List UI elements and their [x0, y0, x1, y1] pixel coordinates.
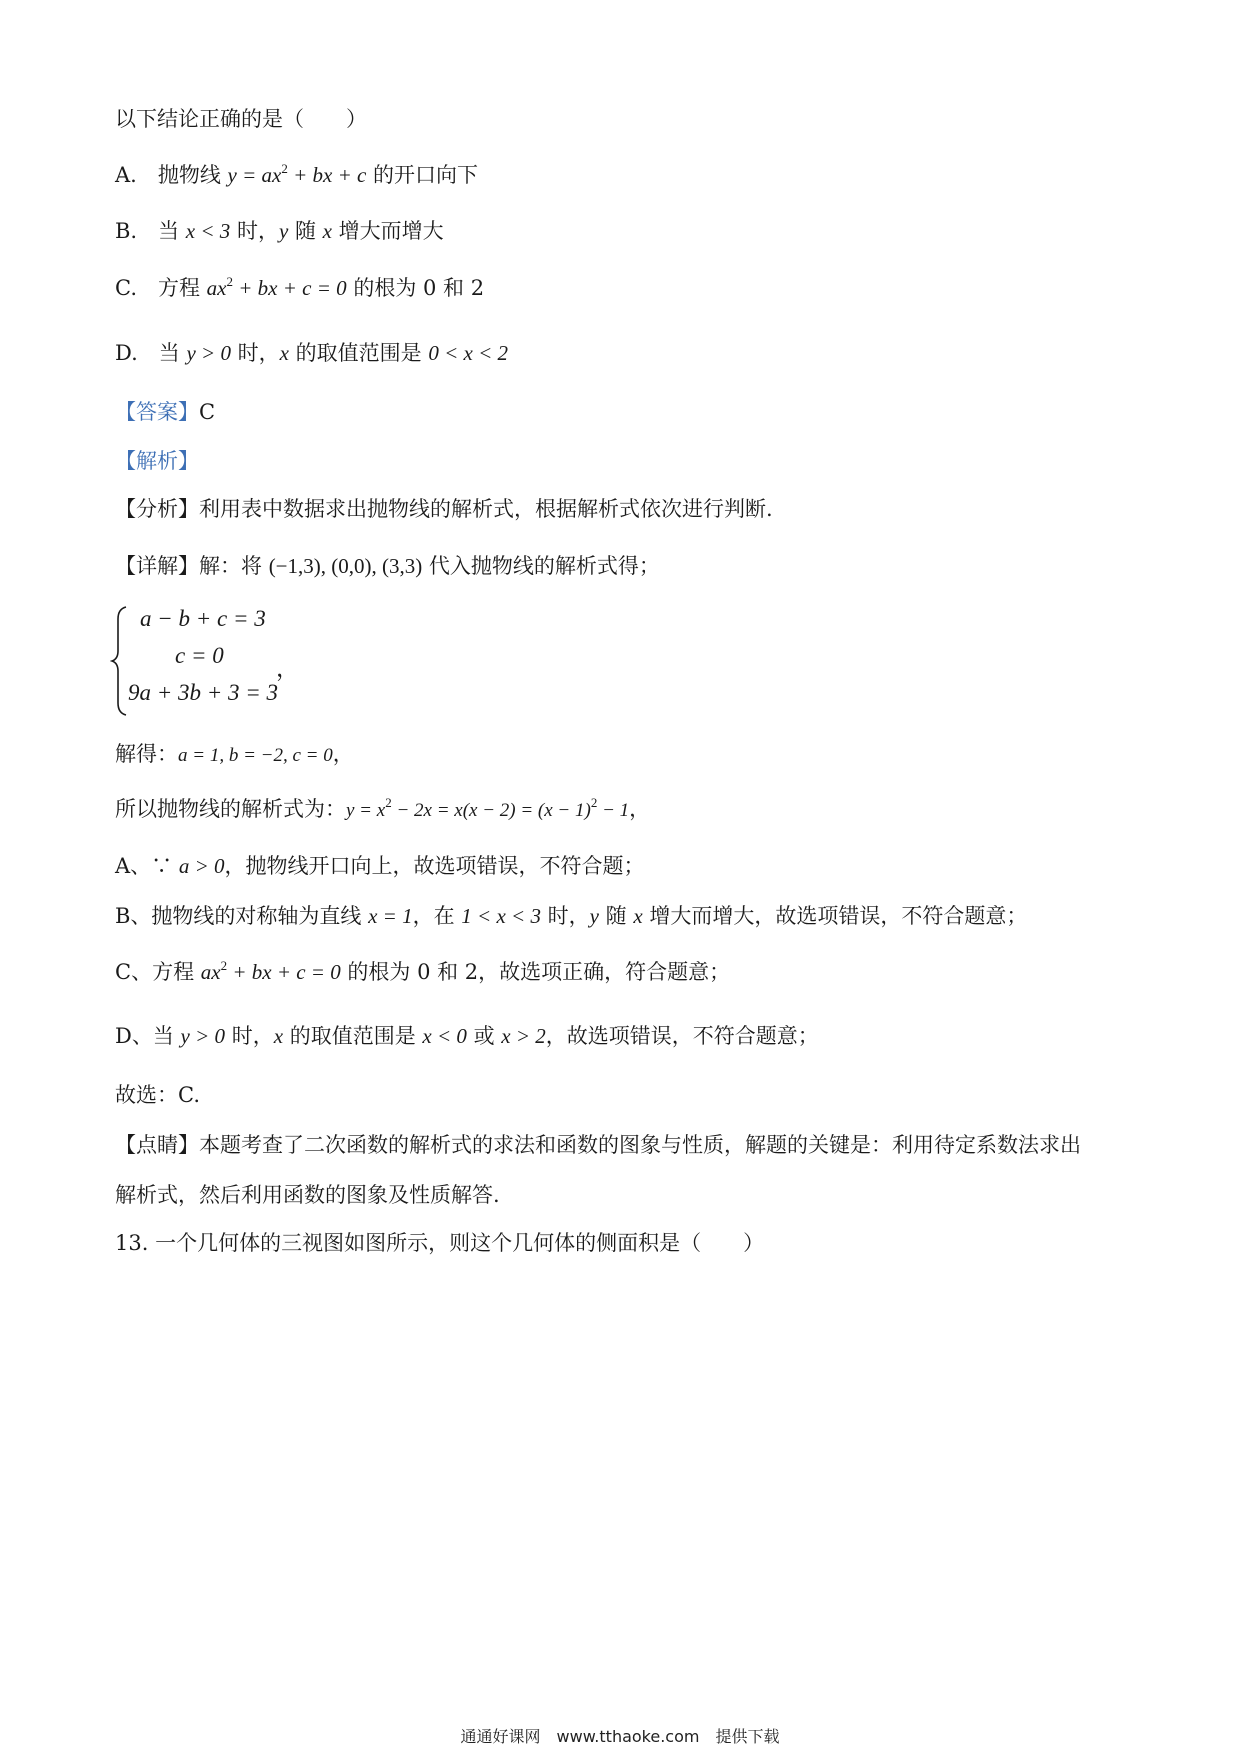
judge-a-post: ，抛物线开口向上，故选项错误，不符合题；	[224, 854, 645, 878]
judge-c-m1: ax	[200, 960, 221, 984]
judge-b-mid2: 时，	[540, 904, 590, 928]
system-row-3: 9a + 3b + 3 = 3	[128, 680, 279, 705]
option-c-prefix: C. 方程	[115, 276, 207, 300]
option-a-prefix: A. 抛物线	[115, 163, 228, 187]
option-c-exp: 2	[226, 274, 233, 289]
judge-b	[115, 901, 1027, 931]
xiangjie-text2: 代入抛物线的解析式得；	[422, 554, 660, 578]
formula-m2: − 2x = x(x − 2) = (x − 1)	[391, 800, 591, 821]
option-a-math: y = ax	[227, 163, 282, 187]
option-d-mid: 时，	[230, 341, 280, 365]
footer-source: 通通好课网 www.tthaoke.com 提供下载	[460, 1727, 780, 1746]
judge-d-pre: D、当	[115, 1024, 181, 1048]
judge-d-or: 或	[466, 1024, 502, 1048]
solve-tail: ，	[332, 742, 354, 766]
judge-c-post: 的根为 0 和 2，故选项正确，符合题意；	[340, 960, 731, 984]
solve-math: a = 1, b = −2, c = 0	[178, 745, 333, 766]
formula-line	[115, 794, 650, 826]
judge-d-m1: y > 0	[180, 1024, 226, 1048]
option-b-prefix: B. 当	[115, 219, 186, 243]
judge-b-post: 增大而增大，故选项错误，不符合题意；	[642, 904, 1028, 928]
dianjing-line-2: 解析式，然后利用函数的图象及性质解答.	[115, 1183, 500, 1207]
option-c	[115, 273, 484, 303]
option-b-mid2: 随	[288, 219, 323, 243]
option-c-math2: + bx + c = 0	[233, 276, 347, 300]
judge-d-mid2: 的取值范围是	[283, 1024, 423, 1048]
option-b-x: x	[322, 219, 332, 243]
option-b-suffix: 增大而增大	[332, 219, 444, 243]
xiangjie-label: 【详解】	[115, 554, 199, 578]
judge-d-mid: 时，	[225, 1024, 274, 1048]
option-d	[115, 338, 508, 368]
question-intro: 以下结论正确的是（ ）	[115, 107, 367, 131]
formula-m3: − 1	[597, 800, 630, 821]
judge-c	[115, 957, 730, 987]
formula-e2: 2	[590, 795, 598, 810]
option-c-math: ax	[206, 276, 227, 300]
formula-tail: ，	[629, 797, 651, 821]
judge-d	[115, 1021, 819, 1051]
answer-value: C	[199, 400, 216, 424]
option-b-math: x < 3	[185, 219, 231, 243]
option-a	[115, 160, 478, 190]
judge-d-m2: x < 0	[422, 1024, 467, 1048]
answer-line	[115, 397, 215, 427]
formula-e1: 2	[385, 795, 392, 810]
judge-d-m3: x > 2	[501, 1024, 546, 1048]
system-row-1: a − b + c = 3	[140, 606, 266, 631]
judge-d-x: x	[273, 1024, 284, 1048]
system-brace	[110, 605, 128, 717]
xiangjie-points: (−1,3), (0,0), (3,3)	[268, 554, 423, 578]
judge-b-y: y	[589, 904, 599, 928]
xiangjie-text1: 解：将	[199, 554, 269, 578]
formula-text: 所以抛物线的解析式为：	[115, 797, 346, 821]
xiangjie-line	[115, 551, 660, 581]
option-a-exp: 2	[281, 161, 288, 176]
judge-b-mid: ，在	[412, 904, 462, 928]
judge-b-m1: x = 1	[368, 904, 413, 928]
answer-label: 【答案】	[115, 400, 199, 424]
fenxi-label: 【分析】	[115, 497, 199, 521]
system-row-2: c = 0	[175, 643, 224, 668]
judge-c-exp: 2	[220, 958, 228, 973]
judge-b-mid3: 随	[598, 904, 634, 928]
option-d-mid2: 的取值范围是	[288, 341, 429, 365]
option-b-mid: 时，	[230, 219, 279, 243]
judge-a	[115, 851, 645, 881]
next-question: 13. 一个几何体的三视图如图所示，则这个几何体的侧面积是（ ）	[115, 1231, 765, 1255]
option-a-math2: + bx + c	[287, 163, 367, 187]
judge-b-pre: B、抛物线的对称轴为直线	[115, 904, 369, 928]
option-a-suffix: 的开口向下	[366, 163, 479, 187]
dianjing-line-1	[115, 1130, 1081, 1160]
judge-c-m2: + bx + c = 0	[227, 960, 341, 984]
fenxi-text: 利用表中数据求出抛物线的解析式，根据解析式依次进行判断.	[199, 497, 773, 521]
system-comma: ，	[276, 656, 299, 681]
option-d-prefix: D. 当	[115, 341, 187, 365]
formula-m1: y = x	[346, 800, 386, 821]
option-d-math2: 0 < x < 2	[428, 341, 508, 365]
judge-b-m2: 1 < x < 3	[461, 904, 541, 928]
judge-d-post: ，故选项错误，不符合题意；	[545, 1024, 819, 1048]
analysis-label: 【解析】	[115, 449, 199, 473]
option-b	[115, 216, 444, 246]
conclusion: 故选：C.	[115, 1083, 200, 1107]
option-b-y: y	[278, 219, 289, 243]
option-c-suffix: 的根为 0 和 2	[346, 276, 485, 300]
fenxi-line	[115, 494, 773, 524]
solve-text: 解得：	[115, 742, 178, 766]
judge-b-x: x	[633, 904, 643, 928]
solve-line	[115, 739, 354, 771]
option-d-math: y > 0	[186, 341, 231, 365]
judge-a-math: a > 0	[178, 854, 225, 878]
dianjing-text1: 本题考查了二次函数的解析式的求法和函数的图象与性质，解题的关键是：利用待定系数法求出	[199, 1133, 1081, 1157]
judge-c-pre: C、方程	[115, 960, 201, 984]
dianjing-label: 【点睛】	[115, 1133, 199, 1157]
judge-a-pre: A、∵	[115, 854, 179, 878]
option-d-x: x	[279, 341, 289, 365]
